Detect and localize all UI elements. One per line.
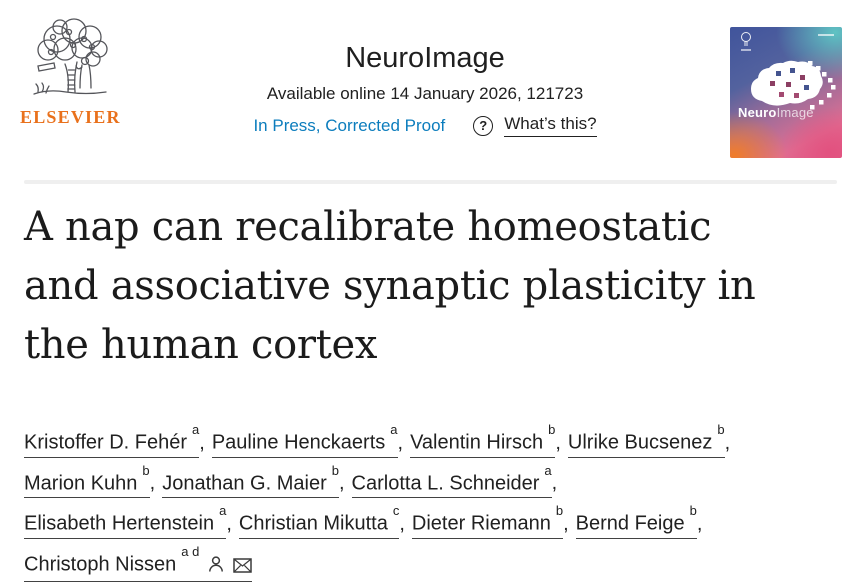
in-press-link[interactable]: In Press, Corrected Proof (253, 115, 446, 135)
envelope-icon[interactable] (233, 556, 252, 578)
journal-cover-thumbnail[interactable] (730, 27, 842, 158)
author: Marion Kuhn$^b$, (24, 472, 155, 494)
author: Bernd Feige$^b$, (576, 513, 703, 535)
author-link[interactable]: Marion Kuhn$^b$ (24, 467, 150, 499)
author-link[interactable]: Christian Mikutta$^c$ (239, 507, 399, 539)
author (24, 543, 252, 576)
whats-this-link[interactable]: What’s this? (504, 114, 596, 137)
author-line (24, 503, 839, 539)
help-circle-icon[interactable]: ? (473, 116, 493, 136)
author-line (24, 462, 839, 499)
author-link[interactable]: Valentin Hirsch$^b$ (410, 426, 555, 458)
publication-status-row (130, 114, 720, 137)
elsevier-tree-icon (22, 87, 118, 104)
author: Jonathan G. Maier$^b$, (162, 472, 344, 494)
author-link[interactable]: Carlotta L. Schneider$^a$ (352, 467, 552, 499)
cover-journal-name: NeuroImage (738, 105, 814, 120)
author-link[interactable]: Bernd Feige$^b$ (576, 507, 697, 539)
cover-elsevier-mark-icon (738, 31, 754, 58)
author: Valentin Hirsch$^b$, (410, 432, 561, 454)
header-divider (24, 180, 837, 184)
author: Dieter Riemann$^b$, (412, 513, 569, 535)
author-link[interactable]: Dieter Riemann$^b$ (412, 507, 563, 539)
corresponding-author-link[interactable]: Christoph Nissen$^{a d}$ (24, 548, 252, 582)
elsevier-logo[interactable] (20, 16, 120, 128)
author-link[interactable]: Jonathan G. Maier$^b$ (162, 467, 339, 499)
cover-issue-text (818, 34, 834, 36)
person-icon[interactable] (207, 556, 225, 578)
author: Carlotta L. Schneider$^a$, (352, 472, 558, 494)
elsevier-wordmark: ELSEVIER (20, 107, 121, 127)
article-title: A nap can recalibrate homeostatic and associative synaptic plasticity in the human cortex (24, 204, 756, 368)
availability-text: Available online 14 January 2026, 121723 (266, 84, 584, 103)
author-list (24, 422, 839, 583)
author-line (24, 543, 839, 582)
author-link[interactable]: Kristoffer D. Fehér$^a$ (24, 426, 199, 458)
author-line (24, 422, 839, 458)
journal-info (130, 42, 720, 137)
author: Kristoffer D. Fehér$^a$, (24, 432, 205, 454)
author-link[interactable]: Ulrike Bucsenez$^b$ (568, 426, 725, 458)
author: Pauline Henckaerts$^a$, (212, 432, 403, 454)
author: Elisabeth Hertenstein$^a$, (24, 513, 232, 535)
author: Ulrike Bucsenez$^b$, (568, 432, 730, 454)
author-link[interactable]: Pauline Henckaerts$^a$ (212, 426, 398, 458)
journal-title-link[interactable]: NeuroImage (345, 42, 505, 74)
author: Christian Mikutta$^c$, (239, 513, 405, 535)
author-link[interactable]: Elisabeth Hertenstein$^a$ (24, 507, 226, 539)
journal-header (0, 0, 861, 180)
